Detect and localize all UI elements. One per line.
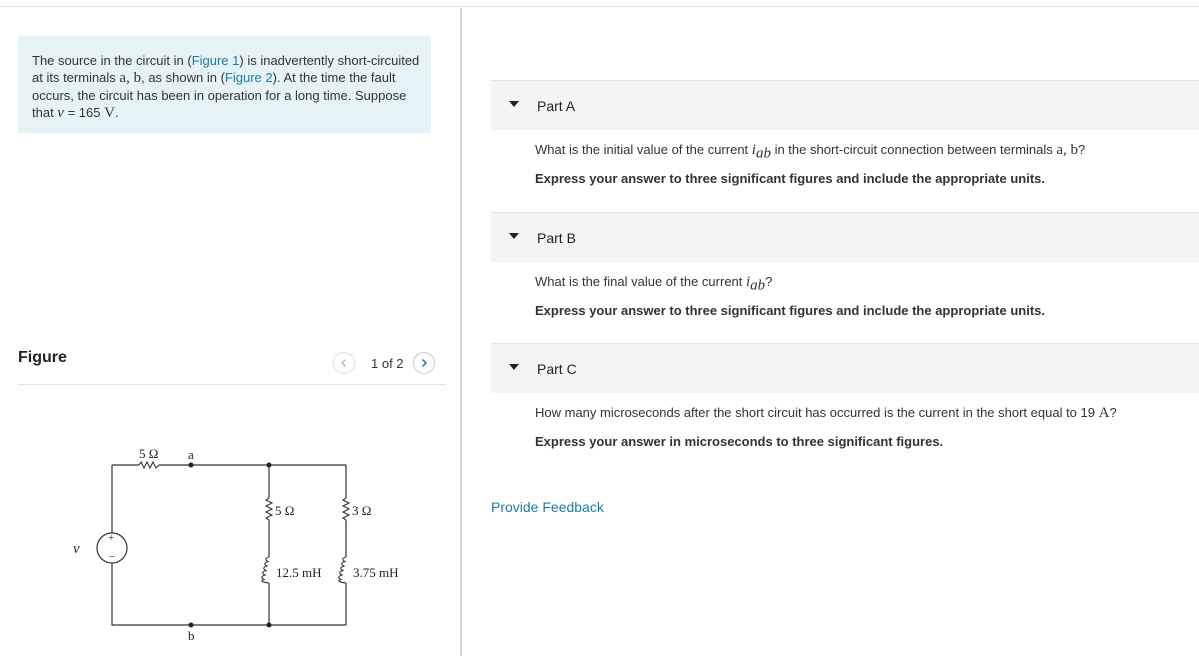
label-r2: 5 Ω — [275, 503, 295, 518]
label-source-plus: + — [108, 532, 115, 544]
label-source-v: v — [73, 541, 80, 557]
resistor-5-ohm-series — [139, 462, 159, 468]
unit-amperes: A — [1098, 405, 1110, 421]
inductor-3-75-mh — [339, 557, 346, 583]
circuit-diagram — [60, 440, 420, 650]
part-a-question — [535, 142, 1085, 163]
provide-feedback-link[interactable]: Provide Feedback — [491, 499, 604, 515]
part-c-label: Part C — [537, 361, 577, 377]
label-node-b: b — [188, 628, 195, 643]
part-b-label: Part B — [537, 230, 576, 246]
terminals-ab: a, b — [119, 70, 142, 86]
figure-1-link[interactable]: Figure 1 — [191, 53, 240, 68]
resistor-3-ohm-branch — [343, 498, 349, 520]
chevron-left-icon — [339, 358, 349, 368]
label-source-minus: − — [109, 551, 116, 563]
previous-figure-button[interactable] — [333, 352, 355, 374]
figure-counter: 1 of 2 — [371, 355, 404, 371]
resistor-5-ohm-branch — [266, 498, 272, 520]
figure-title: Figure — [18, 349, 67, 366]
inductor-12-5-mh — [262, 557, 269, 583]
current-subscript: ab — [755, 145, 771, 162]
part-a-question-text: What is the initial value of the current — [535, 142, 752, 157]
part-b-header[interactable] — [491, 212, 1199, 262]
chevron-right-icon — [419, 358, 429, 368]
unit-volts: V — [104, 105, 115, 121]
part-a-question-end: ? — [1078, 142, 1086, 157]
caret-down-icon — [508, 232, 520, 240]
panel-divider — [460, 8, 462, 656]
top-rule — [0, 6, 1199, 7]
problem-statement — [18, 36, 431, 133]
caret-down-icon — [508, 100, 520, 108]
part-a-instruction: Express your answer to three significant figures and include the appropriate units. — [535, 171, 1045, 186]
circuit-wires — [112, 465, 346, 625]
circuit-nodes — [189, 463, 272, 628]
part-a-header[interactable] — [491, 80, 1199, 130]
figure-rule — [18, 384, 446, 385]
part-b-instruction: Express your answer to three significant figures and include the appropriate units. — [535, 303, 1045, 318]
problem-text-6: . — [114, 105, 119, 120]
label-l2: 3.75 mH — [353, 565, 399, 580]
part-c-instruction: Express your answer in microseconds to three significant figures. — [535, 434, 944, 449]
label-node-a: a — [188, 447, 194, 462]
problem-text-1: The source in the circuit in ( — [32, 53, 192, 68]
part-c-question-text: How many microseconds after the short circuit has occurred is the current in the short equal to 19 — [535, 405, 1099, 420]
part-a-question-mid: in the short-circuit connection between terminals — [770, 142, 1057, 157]
variable-v: v — [57, 105, 64, 121]
caret-down-icon — [508, 363, 520, 371]
part-b-question-end: ? — [765, 274, 773, 289]
label-r1: 5 Ω — [139, 446, 159, 461]
label-r3: 3 Ω — [352, 503, 372, 518]
problem-text-3: , as shown in ( — [141, 70, 225, 85]
terminals-ab: a, b — [1056, 142, 1079, 158]
figure-pager — [333, 351, 435, 375]
part-b-question — [535, 274, 772, 295]
current-variable: i — [751, 142, 756, 158]
part-c-header[interactable] — [491, 343, 1199, 393]
current-subscript: ab — [750, 277, 766, 294]
problem-text-4: ). At the time the fault occurs, the circuit has been in operation for a long time. Suppose that — [32, 70, 407, 120]
current-variable: i — [746, 274, 751, 290]
figure-2-link[interactable]: Figure 2 — [224, 70, 273, 85]
problem-text-2: ) is inadvertently short-circuited at its terminals — [32, 53, 420, 85]
label-l1: 12.5 mH — [276, 565, 322, 580]
part-a-label: Part A — [537, 98, 576, 114]
part-c-question — [535, 405, 1117, 422]
part-b-question-text: What is the final value of the current — [535, 274, 746, 289]
next-figure-button[interactable] — [413, 352, 435, 374]
part-c-question-end: ? — [1109, 405, 1117, 420]
problem-text-5: = 165 — [63, 105, 105, 120]
